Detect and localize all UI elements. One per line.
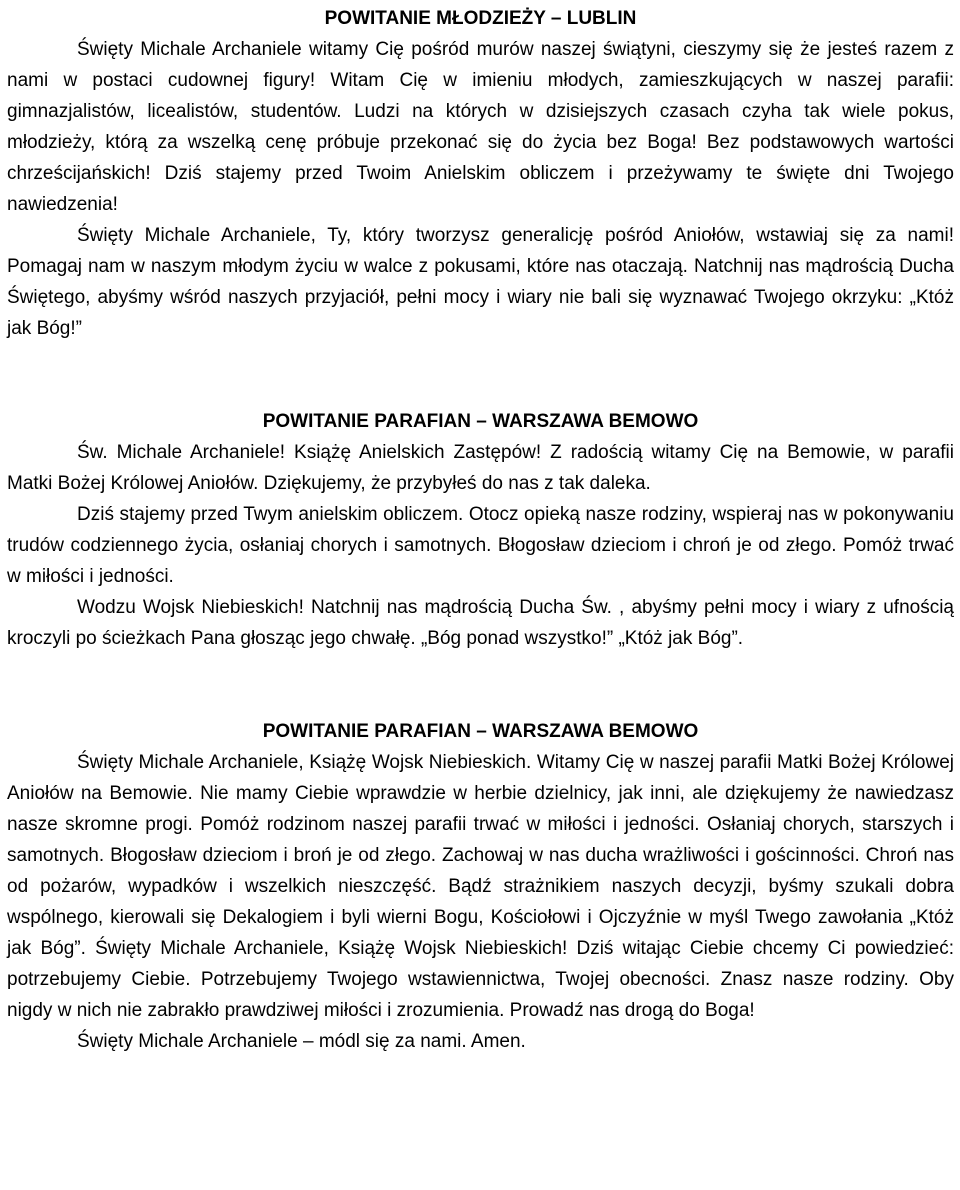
paragraph: Święty Michale Archaniele – módl się za nami. Amen. [77, 1031, 526, 1052]
section-heading: POWITANIE PARAFIAN – WARSZAWA BEMOWO [262, 721, 699, 742]
paragraph: Wodzu Wojsk Niebieskich! Natchnij nas mądrością Ducha Św. , abyśmy pełni mocy i wiary z ufnością kroczyli po ścieżkach Pana głosząc jego chwałę. „Bóg ponad wszystko!” „Któż jak Bóg”. [7, 597, 954, 649]
section-heading: POWITANIE MŁODZIEŻY – LUBLIN [324, 8, 637, 29]
paragraph: Święty Michale Archaniele, Książę Wojsk Niebieskich. Witamy Cię w naszej parafii Matki Bożej Królowej Aniołów na Bemowie. Nie mamy Ciebie wprawdzie w herbie dzielnicy, jak inni, ale dziękujemy że nawiedzasz nasze skromne progi. Pomóż rodzinom naszej parafii trwać w miłości i jedności. Osłaniaj chorych, starszych i samotnych. Błogosław dzieciom i broń je od złego. Zachowaj w nas ducha wrażliwości i gościnności. Chroń nas od pożarów, wypadków i wszelkich nieszczęść. Bądź strażnikiem naszych decyzji, byśmy szukali dobra wspólnego, kierowali się Dekalogiem i byli wierni Bogu, Kościołowi i Ojczyźnie w myśl Twego zawołania „Któż jak Bóg”. Święty Michale Archaniele, Książę Wojsk Niebieskich! Dziś witając Ciebie chcemy Ci powiedzieć: potrzebujemy Ciebie. Potrzebujemy Twojego wstawiennictwa, Twojej obecności. Znasz nasze rodziny. Oby nigdy w nich nie zabrakło prawdziwej miłości i zrozumienia. Prowadź nas drogą do Boga! [7, 752, 954, 1021]
section-heading: POWITANIE PARAFIAN – WARSZAWA BEMOWO [262, 411, 699, 432]
document-page [7, 3, 954, 1057]
section-welcome-youth-lublin [7, 3, 954, 344]
paragraph: Św. Michale Archaniele! Książę Anielskich Zastępów! Z radością witamy Cię na Bemowie, w parafii Matki Bożej Królowej Aniołów. Dziękujemy, że przybyłeś do nas z tak daleka. [7, 442, 954, 494]
section-welcome-parishioners-2 [7, 716, 954, 1057]
paragraph: Dziś stajemy przed Twym anielskim obliczem. Otocz opieką nasze rodziny, wspieraj nas w pokonywaniu trudów codziennego życia, osłaniaj chorych i samotnych. Błogosław dzieciom i chroń je od złego. Pomóż trwać w miłości i jedności. [7, 504, 954, 587]
paragraph: Święty Michale Archaniele witamy Cię pośród murów naszej świątyni, cieszymy się że jesteś razem z nami w postaci cudownej figury! Witam Cię w imieniu młodych, zamieszkujących w naszej parafii: gimnazjalistów, licealistów, studentów. Ludzi na których w dzisiejszych czasach czyha tak wiele pokus, młodzieży, którą za wszelką cenę próbuje przekonać się do życia bez Boga! Bez podstawowych wartości chrześcijańskich! Dziś stajemy przed Twoim Anielskim obliczem i przeżywamy te święte dni Twojego nawiedzenia! [7, 39, 954, 215]
paragraph: Święty Michale Archaniele, Ty, który tworzysz generalicję pośród Aniołów, wstawiaj się za nami! Pomagaj nam w naszym młodym życiu w walce z pokusami, które nas otaczają. Natchnij nas mądrością Ducha Świętego, abyśmy wśród naszych przyjaciół, pełni mocy i wiary nie bali się wyznawać Twojego okrzyku: „Któż jak Bóg!” [7, 225, 954, 339]
section-welcome-parishioners-1 [7, 406, 954, 654]
